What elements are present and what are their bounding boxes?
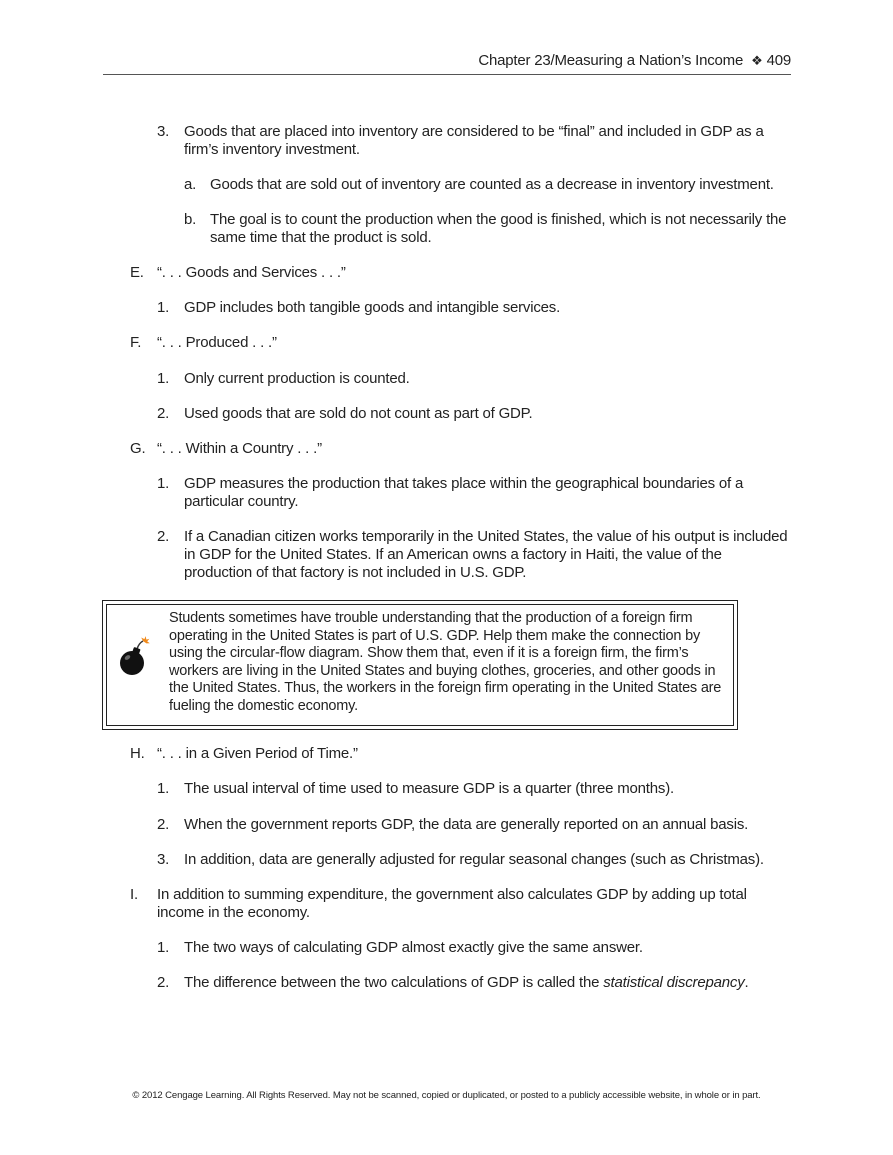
item-number: 1. xyxy=(157,939,170,956)
item-text: If a Canadian citizen works temporarily in the United States, the value of his output is included in GDP for the United States. If an American owns a factory in Haiti, the value of the production of that factory is not included in U.S. GDP. xyxy=(184,528,788,581)
item-text: In addition, data are generally adjusted for regular seasonal changes (such as Christmas). xyxy=(184,851,764,868)
item-text: Used goods that are sold do not count as part of GDP. xyxy=(184,405,533,422)
item-text: The usual interval of time used to measure GDP is a quarter (three months). xyxy=(184,780,674,797)
term-statistical-discrepancy: statistical discrepancy xyxy=(603,974,745,991)
heading-letter: I. xyxy=(130,886,138,903)
heading-letter: H. xyxy=(130,745,145,762)
item-number: 2. xyxy=(157,528,170,545)
heading-text: “. . . in a Given Period of Time.” xyxy=(157,745,358,762)
item-text: Goods that are sold out of inventory are counted as a decrease in inventory investment. xyxy=(210,176,774,193)
item-number: 1. xyxy=(157,475,170,492)
header-title xyxy=(478,52,791,69)
heading-text: “. . . Within a Country . . .” xyxy=(157,440,322,457)
teaching-tip-box xyxy=(102,600,738,730)
copyright-footer: © 2012 Cengage Learning. All Rights Reserved. May not be scanned, copied or duplicated, or posted to a publicly accessible website, in whole or in part. xyxy=(132,1090,761,1101)
item-text-lead: The difference between the two calculations of GDP is called the xyxy=(184,974,604,991)
bomb-icon xyxy=(117,635,151,679)
heading-letter: G. xyxy=(130,440,146,457)
item-text: The two ways of calculating GDP almost exactly give the same answer. xyxy=(184,939,643,956)
item-number: b. xyxy=(184,211,197,228)
item-number: 3. xyxy=(157,123,170,140)
item-number: 1. xyxy=(157,299,170,316)
item-number: 1. xyxy=(157,780,170,797)
item-number: 2. xyxy=(157,974,170,991)
heading-text: In addition to summing expenditure, the government also calculates GDP by adding up total income in the economy. xyxy=(157,886,747,921)
item-number: 2. xyxy=(157,405,170,422)
item-text xyxy=(184,974,789,992)
item-text: When the government reports GDP, the data are generally reported on an annual basis. xyxy=(184,816,749,833)
item-number: 2. xyxy=(157,816,170,833)
item-number: a. xyxy=(184,176,197,193)
diamond-ornament-icon: ❖ xyxy=(751,53,763,68)
page-header xyxy=(103,52,791,75)
teaching-tip-text: Students sometimes have trouble understanding that the production of a foreign firm operating in the United States is part of U.S. GDP. Help them make the connection by using the circular-flow diagram. Show them that, even if it is a foreign firm, the firm’s workers are living in the United States and buying clothes, groceries, and other goods in the United States. Thus, the workers in the foreign firm operating in the United States are fueling the domestic economy. xyxy=(169,610,722,714)
item-text: The goal is to count the production when the good is finished, which is not necessarily the same time that the product is sold. xyxy=(210,211,787,246)
item-text: GDP measures the production that takes place within the geographical boundaries of a particular country. xyxy=(184,475,744,510)
item-number: 1. xyxy=(157,370,170,387)
heading-text: “. . . Produced . . .” xyxy=(157,334,277,351)
item-text: GDP includes both tangible goods and intangible services. xyxy=(184,299,561,316)
item-number: 3. xyxy=(157,851,170,868)
item-text-end: . xyxy=(744,974,749,991)
item-text: Goods that are placed into inventory are considered to be “final” and included in GDP as a firm’s inventory investment. xyxy=(184,123,764,158)
heading-letter: E. xyxy=(130,264,144,281)
item-text: Only current production is counted. xyxy=(184,370,410,387)
chapter-title: Chapter 23/Measuring a Nation’s Income xyxy=(478,52,744,69)
heading-letter: F. xyxy=(130,334,142,351)
page-number: 409 xyxy=(766,52,791,69)
heading-text: “. . . Goods and Services . . .” xyxy=(157,264,346,281)
